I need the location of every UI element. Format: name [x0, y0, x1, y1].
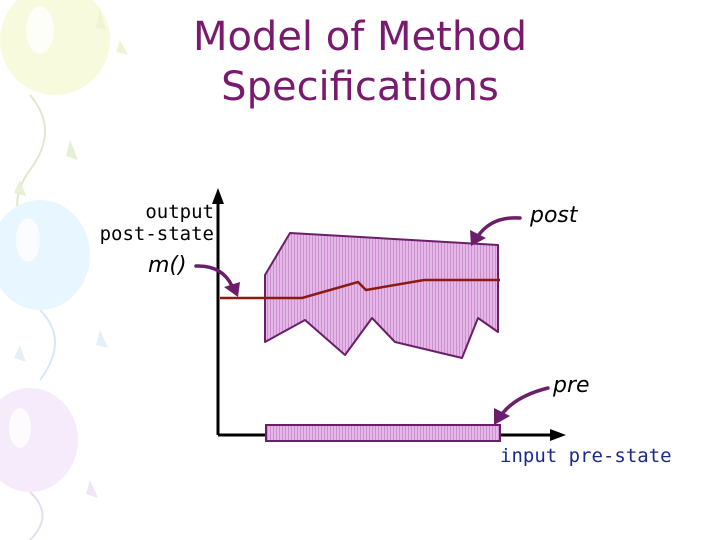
title-line-2: Specifications: [221, 64, 499, 110]
y-axis-label-line-1: output: [145, 201, 214, 223]
pre-arrowhead: [494, 408, 510, 425]
pre-arrow: [502, 388, 548, 414]
y-axis-label: [96, 201, 214, 245]
method-label: m(): [148, 253, 187, 278]
title-line-1: Model of Method: [192, 14, 528, 60]
y-axis-label-line-2: post-state: [99, 223, 214, 245]
m-arrow: [196, 266, 232, 286]
pre-label: pre: [553, 373, 590, 398]
post-region: [265, 233, 498, 358]
x-axis-arrowhead: [550, 429, 566, 441]
x-axis-label: input pre-state: [500, 445, 672, 467]
post-label: post: [530, 203, 578, 228]
post-arrow: [478, 218, 520, 236]
pre-region: [266, 425, 500, 441]
